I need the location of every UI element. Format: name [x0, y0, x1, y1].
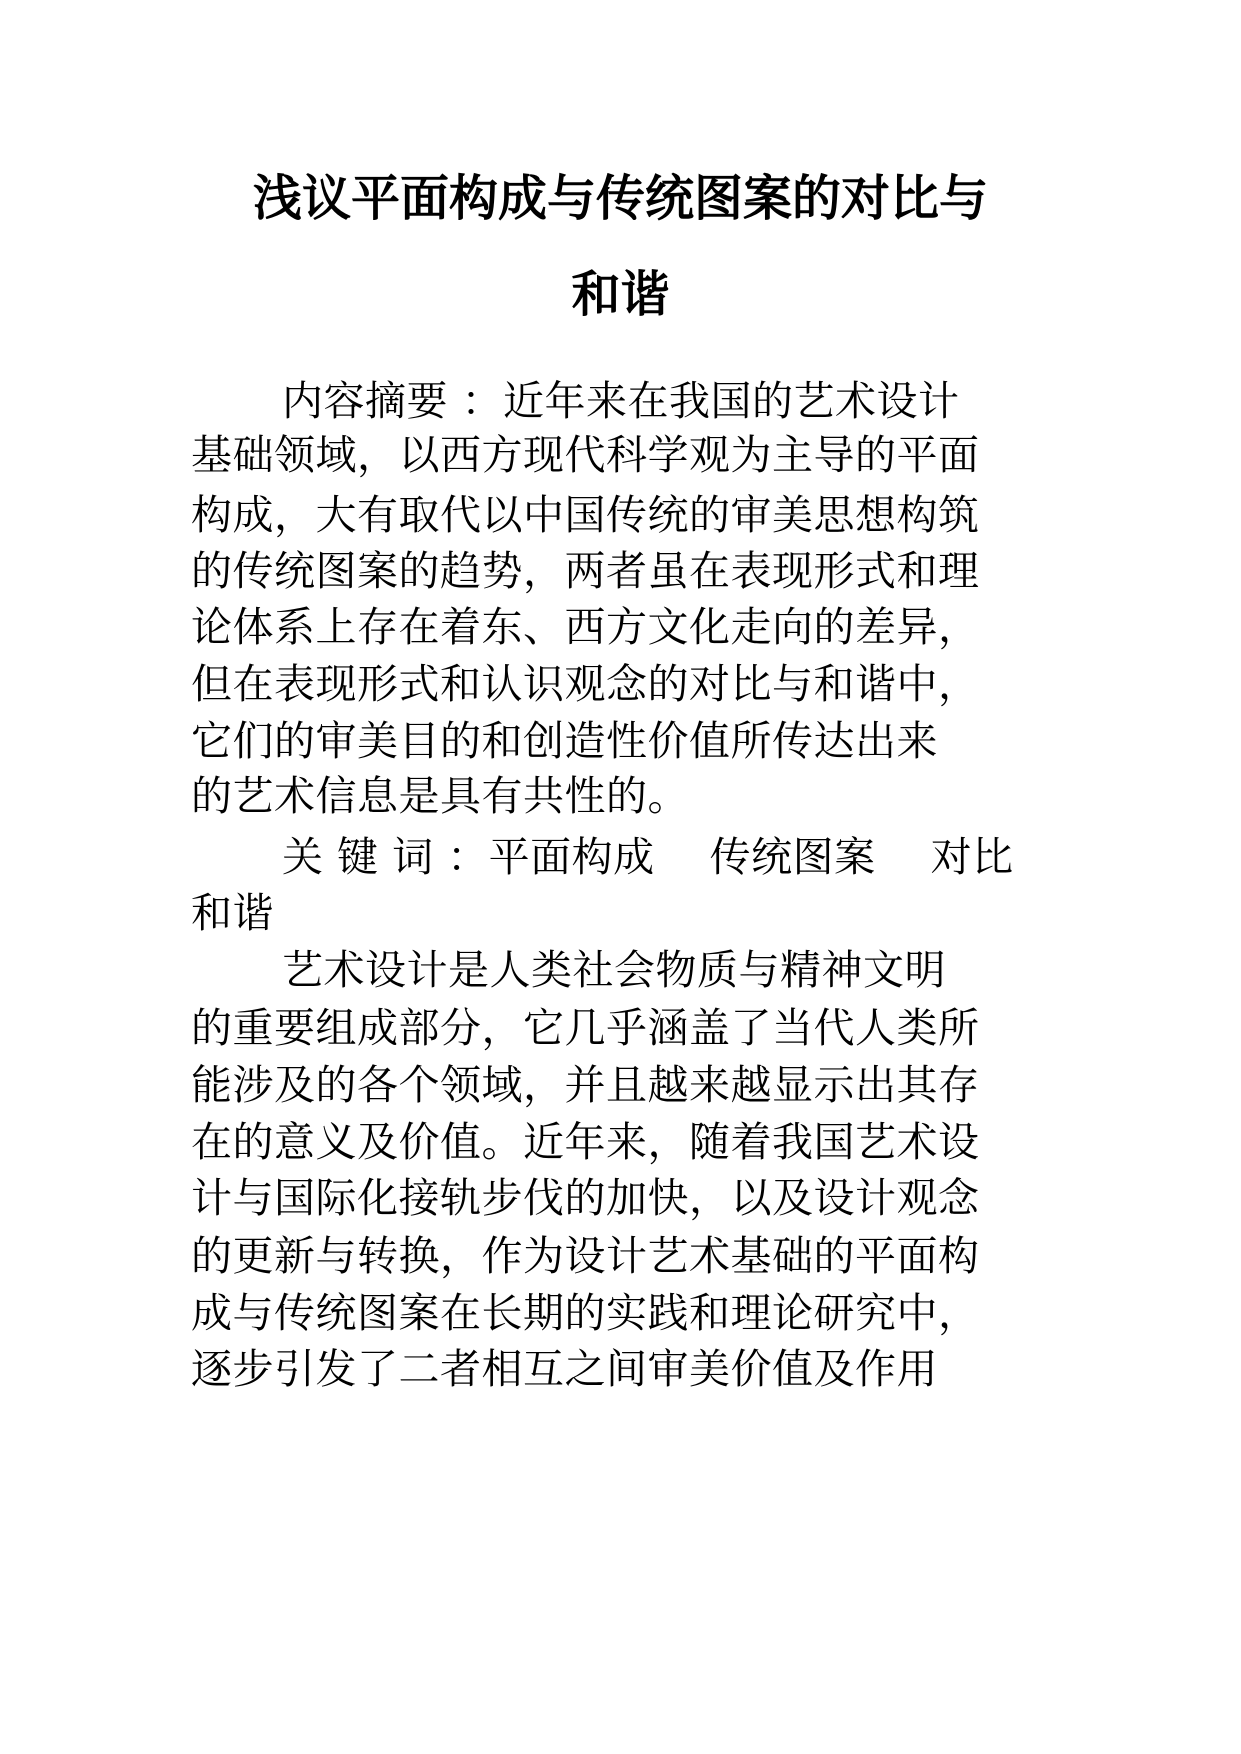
abstract-line: 内容摘要 ：近年来在我国的艺术设计: [282, 377, 960, 425]
body-line: 逐步引发了二者相互之间审美价值及作用: [191, 1345, 938, 1393]
body-line: 计与国际化接轨步伐的加快，以及设计观念: [191, 1174, 980, 1222]
abstract-line: 但在表现形式和认识观念的对比与和谐中，: [191, 660, 980, 708]
keywords-line: 关 键 词 ：平面构成 传统图案 对比: [282, 833, 1014, 881]
abstract-line: 的艺术信息是具有共性的。: [191, 772, 689, 820]
abstract-line: 基础领域，以西方现代科学观为主导的平面: [191, 431, 980, 479]
body-line: 成与传统图案在长期的实践和理论研究中，: [191, 1289, 980, 1337]
body-line: 的更新与转换，作为设计艺术基础的平面构: [191, 1232, 980, 1280]
body-line: 能涉及的各个领域，并且越来越显示出其存: [191, 1061, 980, 1109]
abstract-line: 构成，大有取代以中国传统的审美思想构筑: [191, 491, 980, 539]
keywords-line: 和谐: [191, 889, 274, 937]
body-line: 艺术设计是人类社会物质与精神文明: [282, 946, 946, 994]
abstract-line: 它们的审美目的和创造性价值所传达出来: [191, 717, 938, 765]
body-line: 的重要组成部分，它几乎涵盖了当代人类所: [191, 1004, 980, 1052]
title-line-2: 和谐: [571, 266, 670, 323]
title-line-1: 浅议平面构成与传统图案的对比与: [252, 170, 988, 227]
abstract-line: 的传统图案的趋势，两者虽在表现形式和理: [191, 547, 980, 595]
abstract-line: 论体系上存在着东、西方文化走向的差异，: [191, 603, 980, 651]
body-line: 在的意义及价值。近年来，随着我国艺术设: [191, 1118, 980, 1166]
